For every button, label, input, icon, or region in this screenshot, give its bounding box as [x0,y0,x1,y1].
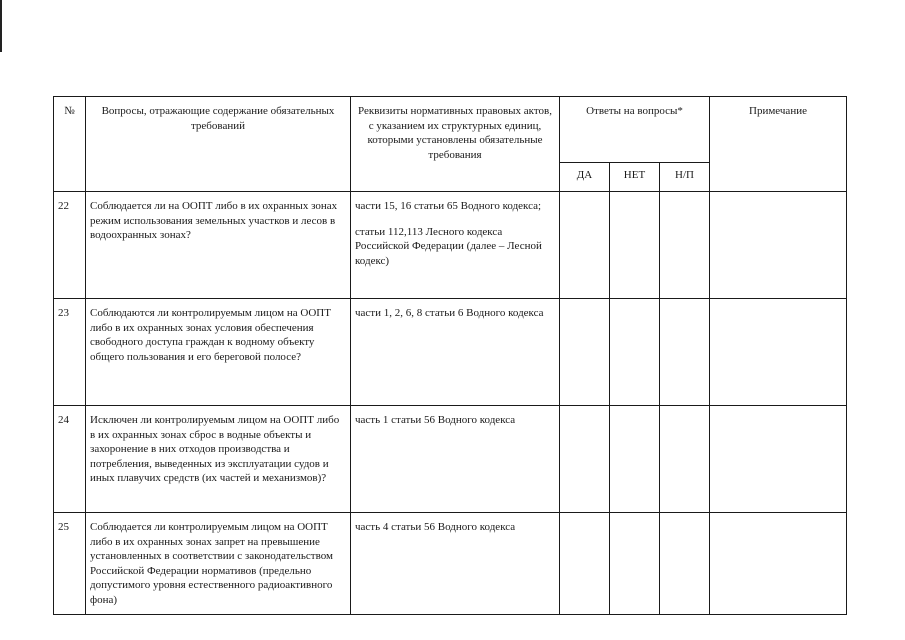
answer-na-cell[interactable] [660,406,710,513]
header-no: НЕТ [610,163,660,192]
note-cell[interactable] [710,192,847,299]
note-cell[interactable] [710,299,847,406]
header-yes: ДА [560,163,610,192]
row-requisites [351,406,560,513]
answer-yes-cell[interactable] [560,513,610,615]
header-row [54,97,847,163]
row-number: 23 [54,299,86,406]
row-number: 22 [54,192,86,299]
table-row [54,299,847,406]
answer-no-cell[interactable] [610,299,660,406]
answer-na-cell[interactable] [660,513,710,615]
row-number: 24 [54,406,86,513]
scan-edge-mark [0,0,2,52]
answer-na-cell[interactable] [660,299,710,406]
answer-yes-cell[interactable] [560,406,610,513]
header-answers: Ответы на вопросы* [560,97,710,163]
checklist-table [53,96,847,615]
note-cell[interactable] [710,406,847,513]
header-note: Примечание [710,97,847,192]
requisite-line: статьи 112,113 Лесного кодекса Российской Федерации (далее – Лесной кодекс) [355,225,542,267]
requisite-line: части 15, 16 статьи 65 Водного кодекса; [355,200,542,212]
header-num: № [54,97,86,192]
table-row [54,192,847,299]
table-row [54,406,847,513]
note-cell[interactable] [710,513,847,615]
answer-yes-cell[interactable] [560,299,610,406]
header-requisites: Реквизиты нормативных правовых актов, с указанием их структурных единиц, которыми установлены обязательные требования [351,97,560,192]
answer-no-cell[interactable] [610,513,660,615]
table-row [54,513,847,615]
row-requisites [351,192,560,299]
row-question: Соблюдается ли на ООПТ либо в их охранных зонах режим использования земельных участков и лесов в водоохранных зонах? [86,192,351,299]
requisite-line: часть 1 статьи 56 Водного кодекса [355,414,516,426]
row-question: Соблюдается ли контролируемым лицом на ООПТ либо в их охранных зонах запрет на превышение установленных в соответствии с законодательством Российской Федерации нормативов (предельно допустимого уровня естественного радиоактивного фона) [86,513,351,615]
answer-yes-cell[interactable] [560,192,610,299]
requisite-line: части 1, 2, 6, 8 статьи 6 Водного кодекса [355,307,544,319]
requisite-line: часть 4 статьи 56 Водного кодекса [355,521,516,533]
row-question: Исключен ли контролируемым лицом на ООПТ либо в их охранных зонах сброс в водные объекты и захоронение в них отходов производства и потребления, выведенных из эксплуатации судов и иных плавучих средств (их частей и механизмов)? [86,406,351,513]
row-requisites [351,299,560,406]
answer-na-cell[interactable] [660,192,710,299]
header-questions: Вопросы, отражающие содержание обязательных требований [86,97,351,192]
header-na: Н/П [660,163,710,192]
row-number: 25 [54,513,86,615]
answer-no-cell[interactable] [610,192,660,299]
answer-no-cell[interactable] [610,406,660,513]
row-requisites [351,513,560,615]
row-question: Соблюдаются ли контролируемым лицом на ООПТ либо в их охранных зонах условия обеспечения свободного доступа граждан к водному объекту общего пользования и его береговой полосе? [86,299,351,406]
